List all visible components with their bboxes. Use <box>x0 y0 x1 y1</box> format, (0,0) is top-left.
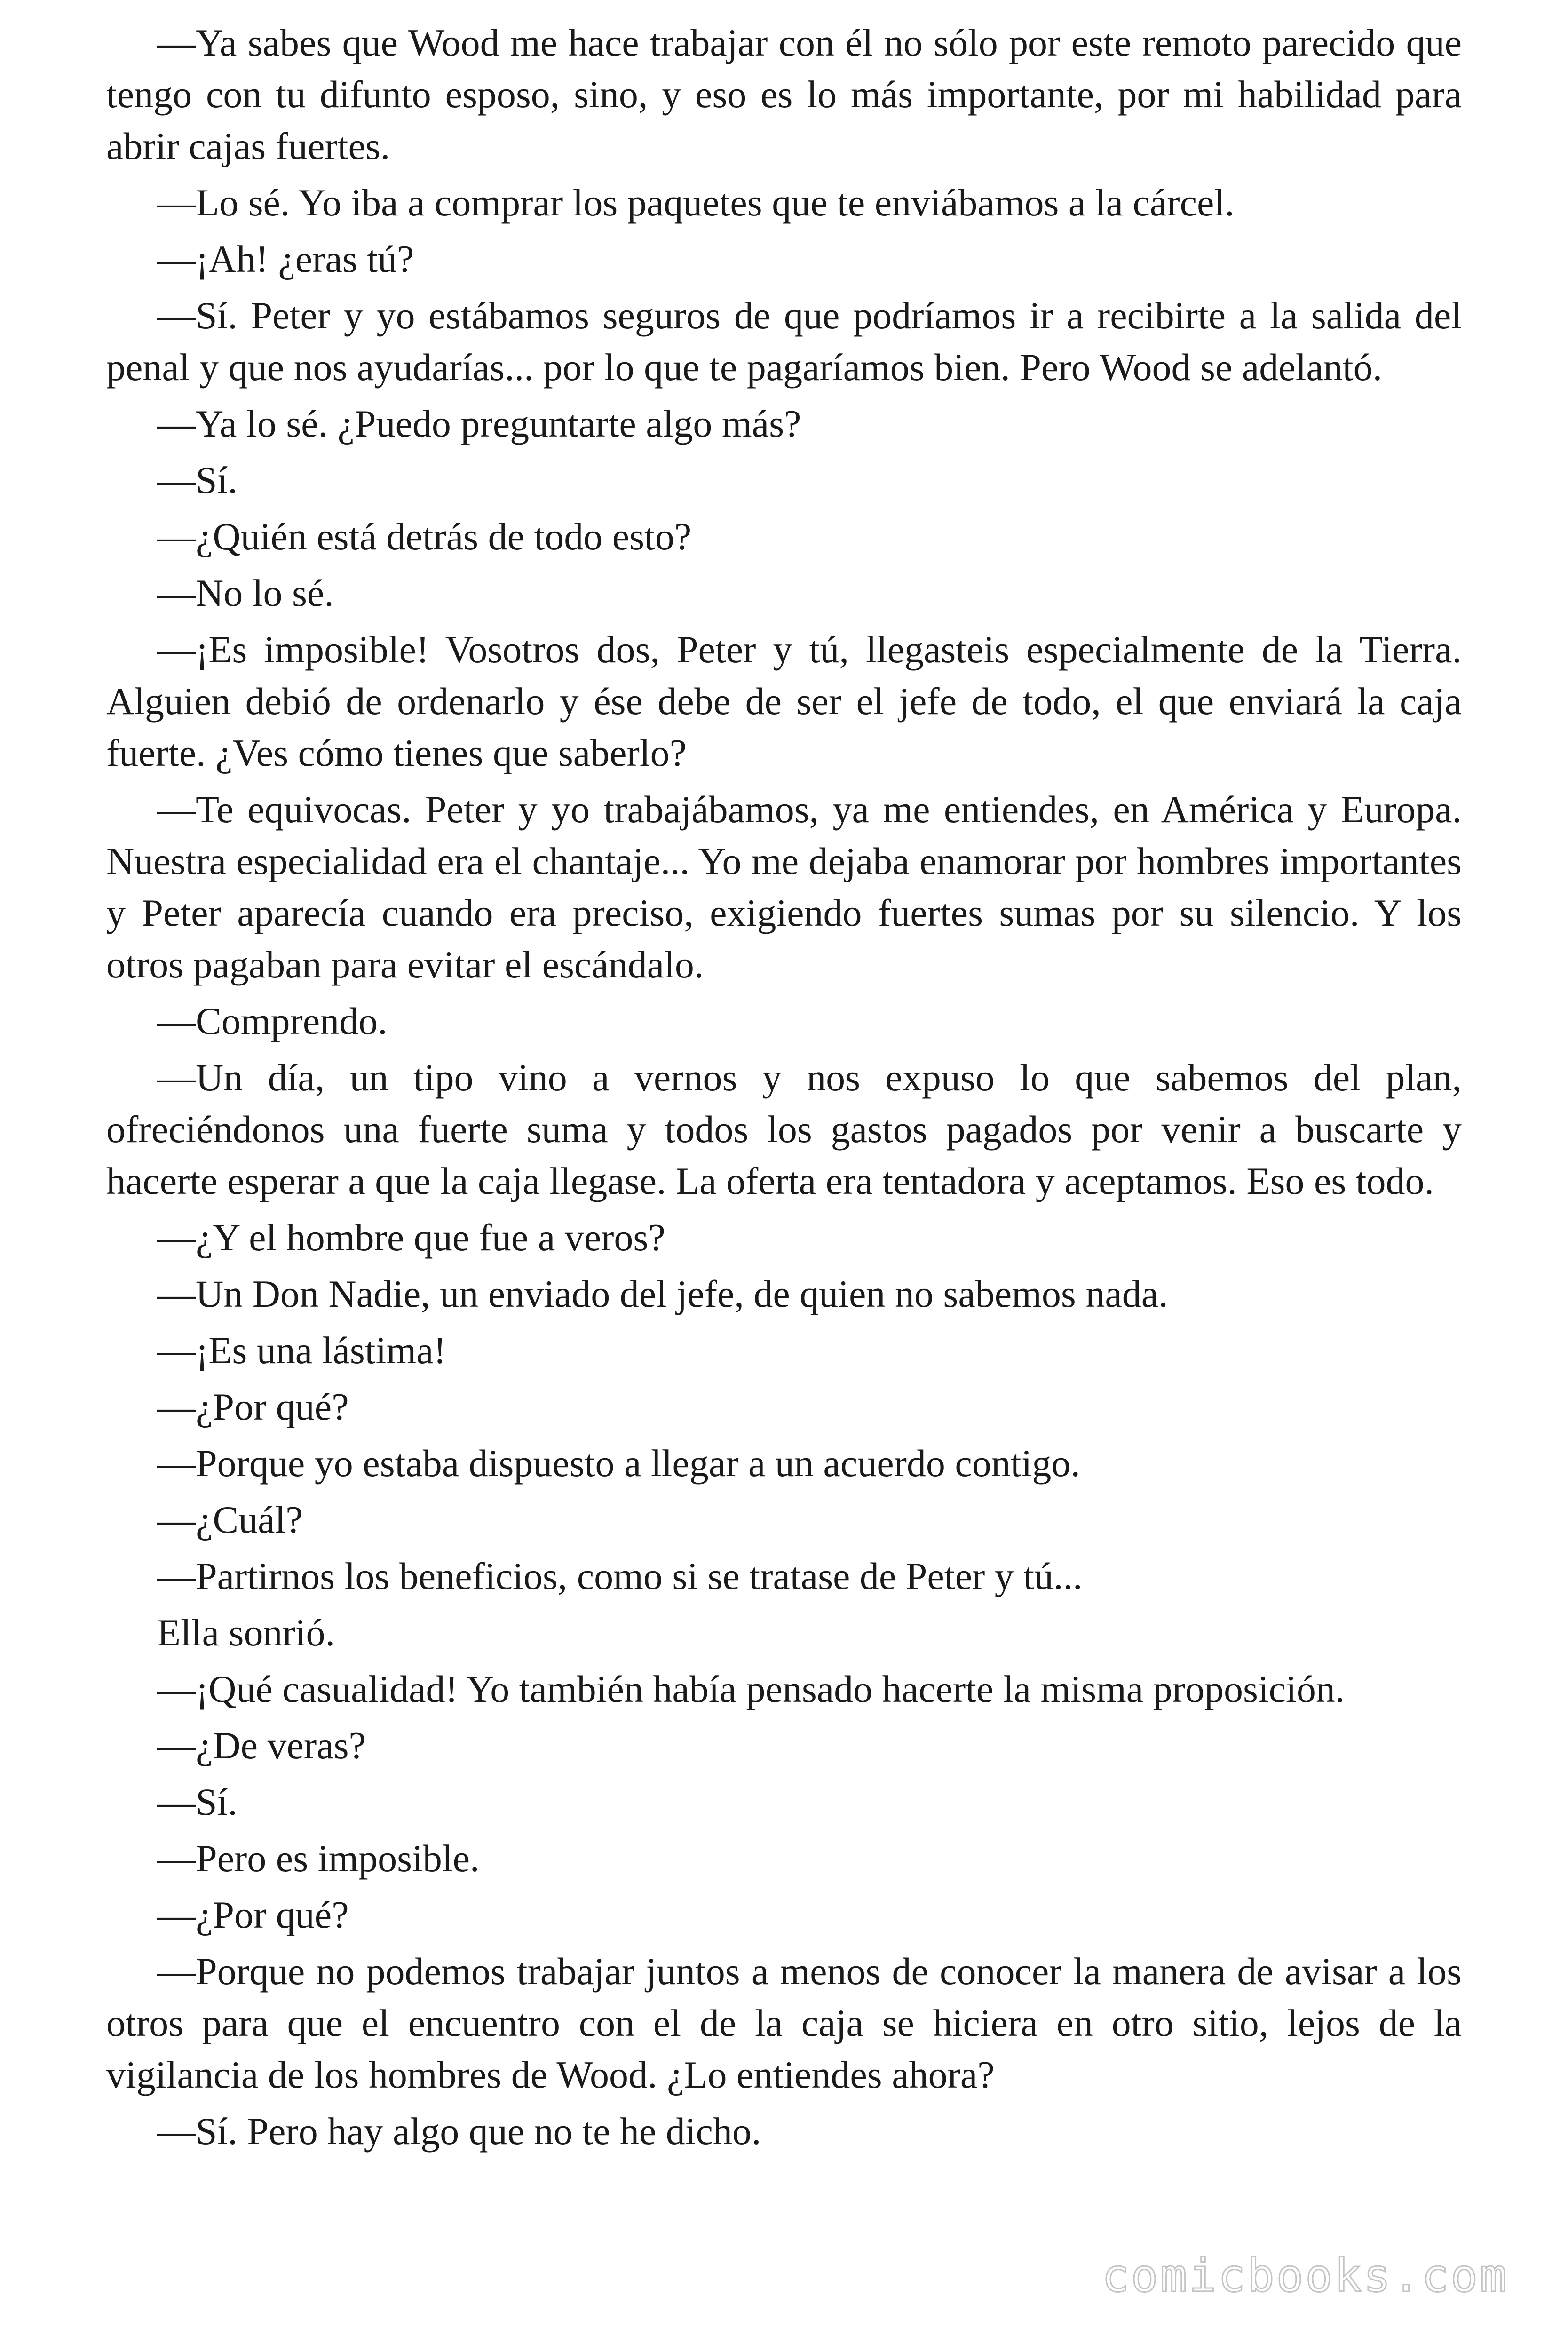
paragraph-4: —Sí. Peter y yo estábamos seguros de que podríamos ir a recibirte a la salida del penal y que nos ayudarías... por lo que te pagaríamos bien. Pero Wood se adelantó. <box>106 294 1462 389</box>
paragraph-16: —¿Por qué? <box>157 1385 349 1428</box>
paragraph-2: —Lo sé. Yo iba a comprar los paquetes que te enviábamos a la cárcel. <box>157 181 1235 224</box>
paragraph-12: —Un día, un tipo vino a vernos y nos expuso lo que sabemos del plan, ofreciéndonos una fuerte suma y todos los gastos pagados por venir a buscarte y hacerte esperar a que la caja llegase. La oferta era tentadora y aceptamos. Eso es todo. <box>106 1056 1462 1202</box>
paragraph-19: —Partirnos los beneficios, como si se tratase de Peter y tú... <box>157 1555 1083 1597</box>
paragraph-18: —¿Cuál? <box>157 1498 303 1541</box>
watermark-logo: comicbooks.com <box>1101 2249 1509 2302</box>
paragraph-14: —Un Don Nadie, un enviado del jefe, de quien no sabemos nada. <box>157 1272 1168 1315</box>
paragraph-5: —Ya lo sé. ¿Puedo preguntarte algo más? <box>157 402 801 445</box>
paragraph-15: —¡Es una lástima! <box>157 1329 446 1372</box>
paragraph-22: —¿De veras? <box>157 1724 366 1767</box>
paragraph-27: —Sí. Pero hay algo que no te he dicho. <box>157 2110 761 2153</box>
paragraph-24: —Pero es imposible. <box>157 1837 480 1880</box>
paragraph-23: —Sí. <box>157 1780 238 1823</box>
paragraph-6: —Sí. <box>157 459 238 501</box>
paragraph-1: —Ya sabes que Wood me hace trabajar con él no sólo por este remoto parecido que tengo con tu difunto esposo, sino, y eso es lo más importante, por mi habilidad para abrir cajas fuertes. <box>106 21 1462 167</box>
paragraph-7: —¿Quién está detrás de todo esto? <box>157 515 692 558</box>
paragraph-17: —Porque yo estaba dispuesto a llegar a un acuerdo contigo. <box>157 1442 1080 1485</box>
paragraph-10: —Te equivocas. Peter y yo trabajábamos, ya me entiendes, en América y Europa. Nuestra especialidad era el chantaje... Yo me dejaba enamorar por hombres importantes y Peter aparecía cuando era preciso, exigiendo fuertes sumas por su silencio. Y los otros pagaban para evitar el escándalo. <box>106 788 1462 986</box>
paragraph-26: —Porque no podemos trabajar juntos a menos de conocer la manera de avisar a los otros para que el encuentro con el de la caja se hiciera en otro sitio, lejos de la vigilancia de los hombres de Wood. ¿Lo entiendes ahora? <box>106 1950 1462 2096</box>
paragraph-11: —Comprendo. <box>157 1000 388 1042</box>
paragraph-8: —No lo sé. <box>157 572 334 614</box>
paragraph-25: —¿Por qué? <box>157 1893 349 1936</box>
paragraph-13: —¿Y el hombre que fue a veros? <box>157 1216 665 1259</box>
paragraph-21: —¡Qué casualidad! Yo también había pensado hacerte la misma proposición. <box>157 1668 1345 1710</box>
page-body <box>106 17 1462 2162</box>
paragraph-9: —¡Es imposible! Vosotros dos, Peter y tú, llegasteis especialmente de la Tierra. Alguien debió de ordenarlo y ése debe de ser el jefe de todo, el que enviará la caja fuerte. ¿Ves cómo tienes que saberlo? <box>106 628 1462 774</box>
paragraph-3: —¡Ah! ¿eras tú? <box>157 238 414 280</box>
paragraph-20: Ella sonrió. <box>157 1611 335 1654</box>
